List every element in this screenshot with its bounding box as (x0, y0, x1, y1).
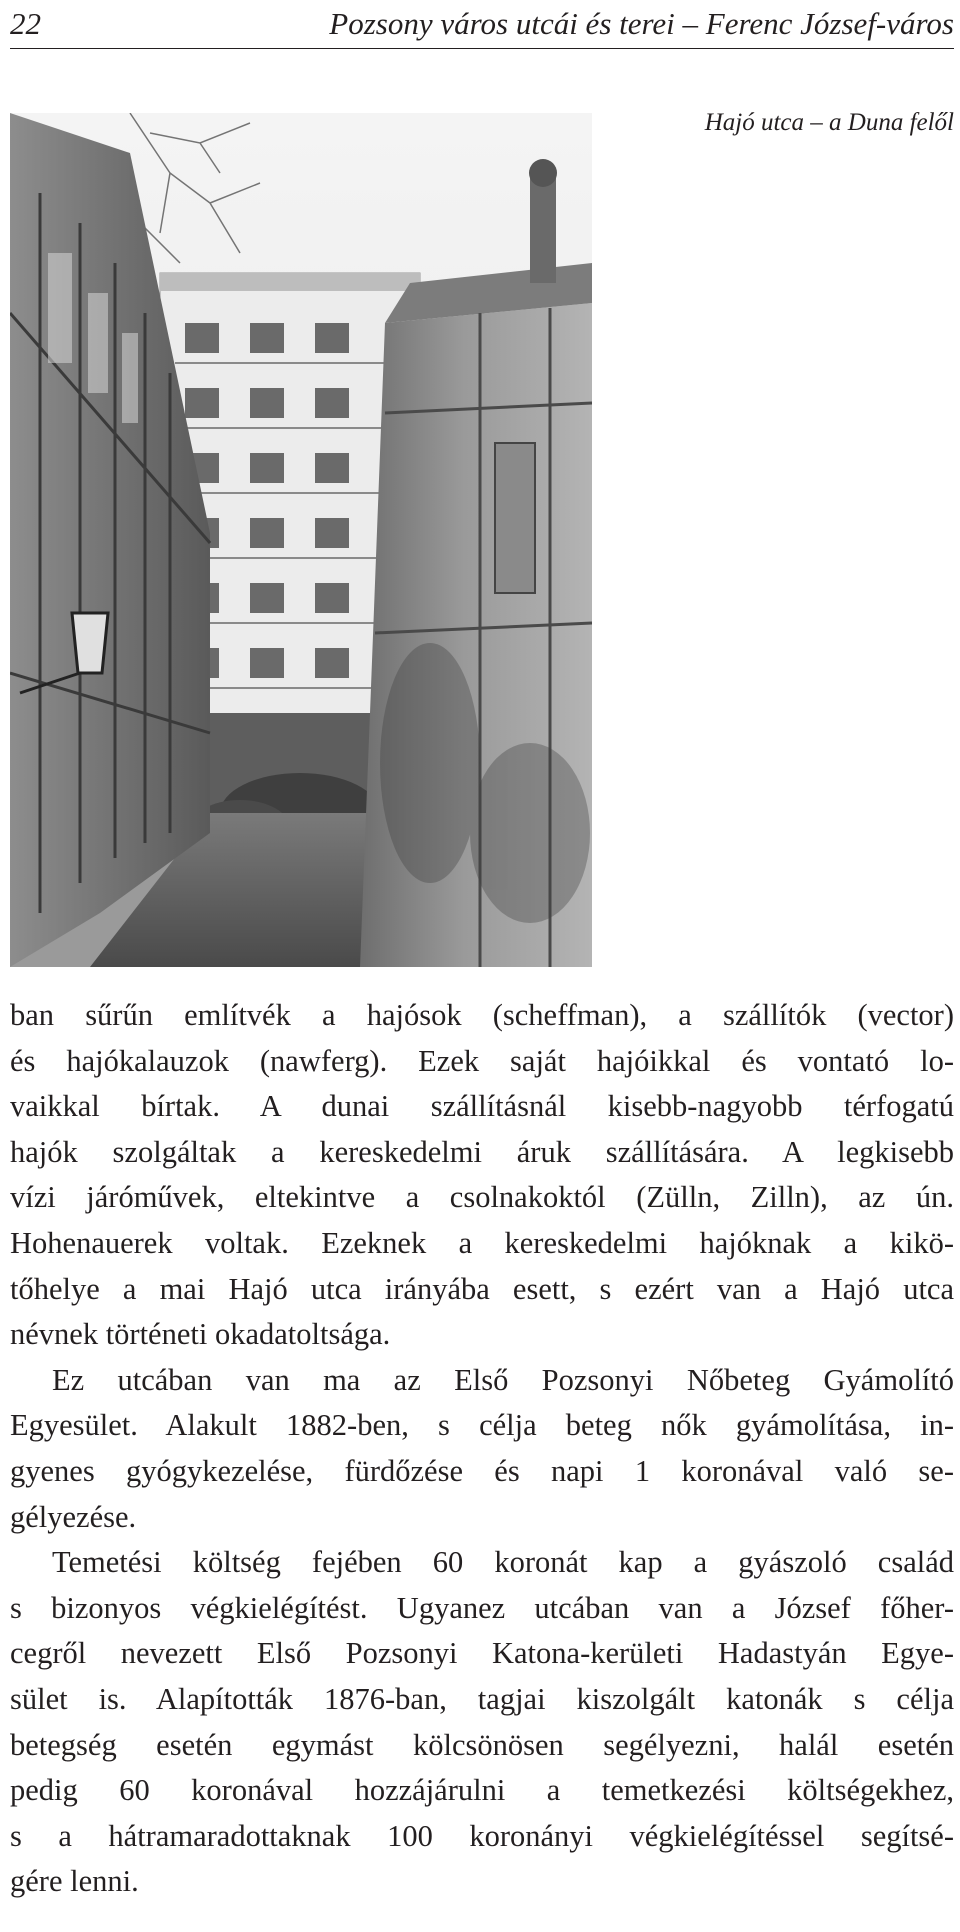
text-line: és hajókalauzok (nawferg). Ezek saját hajóikkal és vontató lo- (10, 1043, 954, 1078)
text-line: s bizonyos végkielégítést. Ugyanez utcában van a József főher- (10, 1590, 954, 1625)
text-line: Egyesület. Alakult 1882-ben, s célja beteg nők gyámolítása, in- (10, 1408, 954, 1443)
text-line: tőhelye a mai Hajó utca irányába esett, s ezért van a Hajó utca (10, 1271, 954, 1306)
page-header (10, 4, 954, 44)
page-number: 22 (10, 6, 41, 41)
text-line: hajók szolgáltak a kereskedelmi áruk szállítására. A legkisebb (10, 1134, 954, 1169)
text-line: ban sűrűn említvék a hajósok (scheffman), a szállítók (vector) (10, 998, 954, 1032)
text-line: vízi járóművek, eltekintve a csolnakoktól (Zülln, Zilln), az ún. (10, 1180, 954, 1215)
text-line: névnek történeti okadatoltsága. (10, 1317, 391, 1352)
text-line: betegség esetén egymást kölcsönösen segélyezni, halál esetén (10, 1727, 954, 1762)
header-rule (10, 48, 954, 49)
figure-caption: Hajó utca – a Duna felől (704, 109, 954, 136)
text-line: cegről nevezett Első Pozsonyi Katona-kerületi Hadastyán Egye- (10, 1636, 954, 1671)
text-line: Ez utcában van ma az Első Pozsonyi Nőbeteg Gyámolító (52, 1362, 954, 1397)
text-line: pedig 60 koronával hozzájárulni a temetkezési költségekhez, (10, 1773, 954, 1808)
body-text (10, 993, 954, 1905)
text-line: gére lenni. (10, 1864, 139, 1899)
running-title: Pozsony város utcái és terei – Ferenc József-város (329, 6, 954, 41)
street-photo (10, 113, 592, 967)
text-line: gyenes gyógykezelése, fürdőzése és napi 1 koronával való se- (10, 1453, 954, 1488)
text-line: sület is. Alapították 1876-ban, tagjai kiszolgált katonák s célja (10, 1681, 954, 1716)
text-line: gélyezése. (10, 1499, 137, 1534)
text-line: Temetési költség fejében 60 koronát kap a gyászoló család (52, 1545, 954, 1580)
text-line: s a hátramaradottaknak 100 koronányi végkielégítéssel segítsé- (10, 1818, 954, 1853)
text-line: Hohenauerek voltak. Ezeknek a kereskedelmi hajóknak a kikö- (10, 1225, 954, 1260)
text-line: vaikkal bírtak. A dunai szállításnál kisebb-nagyobb térfogatú (10, 1089, 954, 1124)
